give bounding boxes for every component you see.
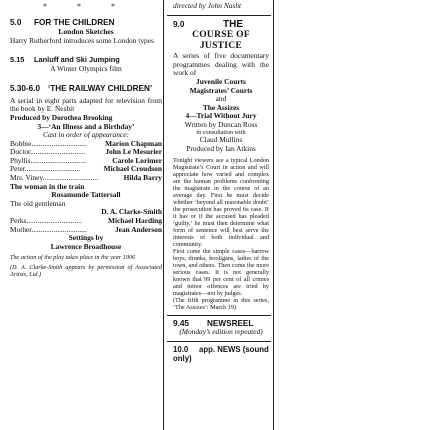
- programme-title: Lanluff and Ski Jumping: [34, 55, 120, 65]
- programme-time: 10.0: [173, 344, 189, 354]
- director-credit: directed by John Nasht: [173, 1, 242, 10]
- programme-subtitle: London Sketches: [58, 26, 114, 36]
- cast-actor: Hilda Barry: [123, 173, 162, 183]
- programme-heading: [10, 84, 162, 94]
- programme-note: (Monday’s edition repeated): [179, 327, 263, 337]
- cast-list: [10, 140, 162, 183]
- programme-description: A series of five documentary programmes dealing with the work of: [173, 51, 269, 78]
- programme-title: ‘THE RAILWAY CHILDREN’: [48, 84, 153, 94]
- cast-role: The old gentleman: [10, 199, 66, 208]
- producer-credit: Produced by Ian Atkins: [186, 143, 256, 153]
- article-body: Tonight viewers see a typical London Magistrate’s Court in action and will appreciate how varied and complex are the human problems confronting the magistrate in the course of an average day. First he must decide whether ‘beyond all reasonable doubt’ the prosecution has proved its case. If it has or if the accused has pleaded ‘guilty,’ he must then determine what form of sentence will best serve the interests of both individual and community.: [173, 156, 269, 248]
- column-divider: [163, 0, 164, 430]
- consultation-credit: in consultation with: [196, 129, 246, 137]
- cast-role: The woman in the train: [10, 181, 85, 191]
- cast-role: Perks..............................: [10, 216, 82, 225]
- cast-role: Bobbie..............................: [10, 139, 87, 148]
- cast-intro: Cast in order of appearance:: [43, 130, 129, 140]
- consultant-name: Claud Mullins: [199, 135, 243, 145]
- cast-actor: John Le Mesurier: [105, 147, 162, 157]
- episode-title: 4—Trial Without Jury: [185, 111, 257, 121]
- cast-list: [10, 217, 162, 234]
- permission-note: (D. A. Clarke-Smith appears by permission of Associated Artists, Ltd.): [10, 264, 162, 279]
- programme-the: THE: [223, 18, 243, 30]
- cast-actor: Marion Chapman: [105, 138, 162, 148]
- section-rule: [167, 15, 271, 16]
- series-note: (The fifth programme in this series, ‘The Assizes’: March 19): [173, 296, 269, 311]
- programme-description: Harry Rutherford introduces some London types: [10, 35, 154, 45]
- cast-actor: Rosamunde Tattersall: [51, 190, 121, 200]
- settings-credit: Lawrence Broadhouse: [50, 241, 122, 251]
- production-note: The action of the play takes place in the year 1906: [10, 254, 136, 262]
- cast-actor: D. A. Clarke-Smith: [101, 207, 162, 217]
- section-rule: [167, 315, 271, 316]
- cast-actor: Michael Croudson: [103, 164, 162, 174]
- stars-ornament: * * *: [43, 2, 129, 11]
- left-column: [10, 0, 162, 278]
- programme-time: 5.15: [10, 55, 25, 65]
- programme-title: FOR THE CHILDREN: [34, 18, 115, 28]
- cast-role: Mother..............................: [10, 225, 87, 234]
- cast-actor: Jean Anderson: [114, 224, 162, 234]
- cast-role: Peter..............................: [10, 165, 81, 174]
- programme-time: 9.0: [173, 19, 185, 29]
- programme-description: A Winter Olympics film: [50, 63, 122, 73]
- article-body: First come the simple cases—barrow boys, drunks, hooligans, ladies of the town, and others. Then come the more serious cases. It is not generally known that 99 per cent of all crimes and minor offences are tried by magistrates—not by judges.: [173, 247, 269, 297]
- programme-title: NEWSREEL: [207, 318, 254, 328]
- episode-title: 3—‘An Illness and a Birthday’: [37, 121, 135, 131]
- programme-title: app. NEWS (sound only): [173, 344, 269, 363]
- programme-time: 5.30-6.0: [10, 84, 41, 94]
- cast-role: Phyllis..............................: [10, 156, 86, 165]
- right-column: [167, 0, 271, 363]
- programme-heading: [173, 19, 269, 31]
- settings-label: Settings by: [68, 233, 104, 243]
- court-item: The Assizes: [202, 102, 240, 112]
- programme-time: 9.45: [173, 318, 189, 328]
- cast-role: Mrs. Viney..............................: [10, 174, 99, 183]
- programme-description: A serial in eight parts adapted for television from the book by E. Nesbit: [10, 95, 162, 114]
- column-divider: [273, 0, 274, 430]
- cast-role: Doctor..............................: [10, 148, 86, 157]
- section-rule: [167, 341, 271, 342]
- court-item: and: [215, 94, 227, 104]
- cast-actor: Michael Harding: [108, 215, 162, 225]
- programme-title: COURSE OF JUSTICE: [192, 30, 250, 52]
- programme-heading: [173, 345, 269, 363]
- cast-actor: Carole Lorimer: [112, 155, 162, 165]
- court-item: Magistrates’ Courts: [189, 85, 253, 95]
- court-item: Juvenile Courts: [196, 76, 246, 86]
- programme-time: 5.0: [10, 18, 22, 28]
- producer-credit: Produced by Dorothea Brooking: [10, 112, 113, 122]
- writer-credit: Written by Duncan Ross: [184, 119, 258, 129]
